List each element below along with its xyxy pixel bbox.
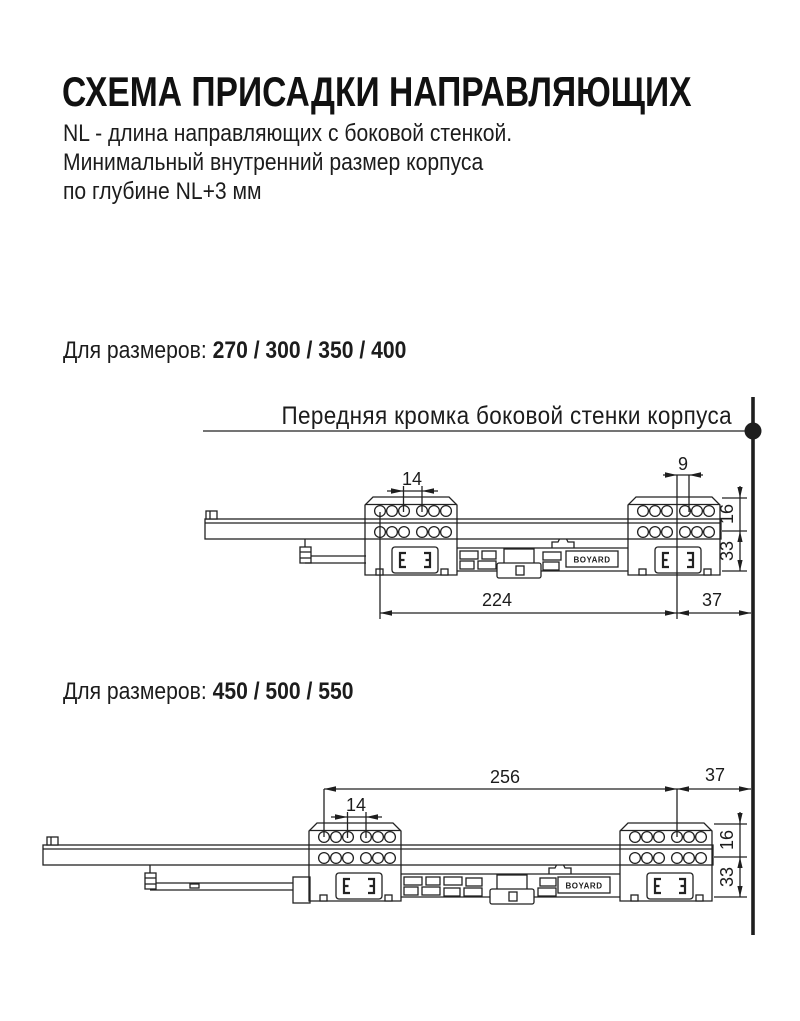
dim-rear-hole-pitch-1: 9 xyxy=(677,454,689,474)
dim-row-spacing-2: 16 xyxy=(717,829,737,851)
description-line-2: Минимальный внутренний размер корпуса xyxy=(63,149,484,176)
sizes-prefix-2: Для размеров: xyxy=(63,678,207,705)
slide-diagram-2 xyxy=(43,765,751,904)
dim-front-hole-pitch-2: 14 xyxy=(345,795,367,815)
brand-plate-2 xyxy=(558,877,610,893)
rail-hook-1 xyxy=(206,511,217,519)
lower-rail-2 xyxy=(145,865,310,903)
sizes-prefix-1: Для размеров: xyxy=(63,337,207,364)
slide-diagram-1 xyxy=(205,454,751,619)
dim-row-spacing-1: 16 xyxy=(717,503,737,525)
page-title: СХЕМА ПРИСАДКИ НАПРАВЛЯЮЩИХ xyxy=(62,68,692,115)
dim-rear-offset-1: 37 xyxy=(701,590,723,610)
brand-plate-1 xyxy=(566,551,618,567)
sizes-values-1: 270 / 300 / 350 / 400 xyxy=(212,337,407,364)
rail-hook-2 xyxy=(47,837,58,845)
description-line-1: NL - длина направляющих с боковой стенкой. xyxy=(63,120,513,147)
lower-rail-1 xyxy=(300,539,366,563)
dim-front-hole-pitch-1: 14 xyxy=(401,469,423,489)
description-line-3: по глубине NL+3 мм xyxy=(63,178,262,205)
sizes-values-2: 450 / 500 / 550 xyxy=(212,678,354,705)
dim-rear-offset-2: 37 xyxy=(704,765,726,785)
reference-dot xyxy=(745,423,762,440)
dim-length-2: 256 xyxy=(489,767,521,787)
brand-label-2: BOYARD xyxy=(565,881,603,891)
dim-lower-offset-1: 33 xyxy=(717,540,737,562)
dim-lower-offset-2: 33 xyxy=(717,866,737,888)
brand-label-1: BOYARD xyxy=(573,555,611,565)
front-edge-label: Передняя кромка боковой стенки корпуса xyxy=(281,402,732,430)
dim-length-1: 224 xyxy=(481,590,513,610)
